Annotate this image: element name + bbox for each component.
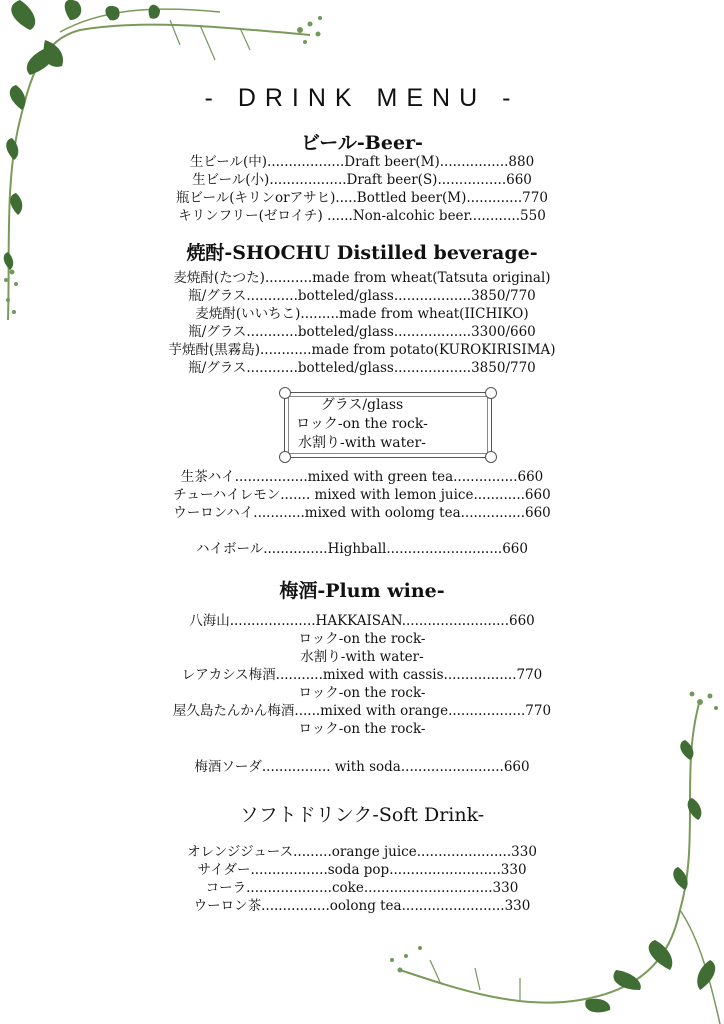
plum-heading: 梅酒-Plum wine- xyxy=(279,580,445,602)
mixed-line: 生茶ハイ.................mixed with green tea...............660 xyxy=(180,469,544,485)
plum-line: 屋久島たんかん梅酒......mixed with orange..................770 xyxy=(172,703,552,719)
glass-box-line: グラス/glass xyxy=(320,397,404,413)
beer-heading: ビール-Beer- xyxy=(301,132,423,154)
shochu-heading: 焼酎-SHOCHU Distilled beverage- xyxy=(186,242,538,264)
beer-line: キリンフリー(ゼロイチ) ......Non-alcohic beer............550 xyxy=(178,208,546,224)
plum-line: レアカシス梅酒...........mixed with cassis.................770 xyxy=(181,667,543,683)
beer-line: 生ビール(小)..................Draft beer(S)................660 xyxy=(192,172,532,188)
beer-line: 瓶ビール(キリンorアサヒ).....Bottled beer(M).............770 xyxy=(176,190,548,206)
plum-line: 水割り-with water- xyxy=(300,649,424,665)
plum-line: ロック-on the rock- xyxy=(298,631,426,647)
shochu-line: 瓶/グラス............botteled/glass..................3300/660 xyxy=(188,324,536,340)
shochu-line: 瓶/グラス............botteled/glass..................3850/770 xyxy=(188,288,536,304)
mixed-line: ウーロンハイ............mixed with oolomg tea...............660 xyxy=(173,505,551,521)
shochu-line: 瓶/グラス............botteled/glass..................3850/770 xyxy=(188,360,536,376)
soft-line: コーラ....................coke..............................330 xyxy=(205,880,519,896)
glass-box-line: 水割り-with water- xyxy=(298,435,426,451)
shochu-line: 麦焼酎(たつた)...........made from wheat(Tatsuta original) xyxy=(173,270,551,286)
box-corner-ornament xyxy=(485,451,497,463)
plum-line: ロック-on the rock- xyxy=(298,721,426,737)
soft-drink-heading: ソフトドリンク-Soft Drink- xyxy=(239,804,485,826)
shochu-line: 麦焼酎(いいちこ).........made from wheat(IICHIKO) xyxy=(195,306,529,322)
mixed-line: ハイボール...............Highball...........................660 xyxy=(196,541,528,557)
beer-line: 生ビール(中)..................Draft beer(M)................880 xyxy=(189,154,535,170)
plum-line: ロック-on the rock- xyxy=(298,685,426,701)
box-corner-ornament xyxy=(279,451,291,463)
soft-line: サイダー..................soda pop..........................330 xyxy=(197,862,527,878)
soft-line: ウーロン茶................oolong tea........................330 xyxy=(193,898,531,914)
plum-line: 梅酒ソーダ................ with soda........................660 xyxy=(194,759,530,775)
shochu-line: 芋焼酎(黒霧島)............made from potato(KUROKIRISIMA) xyxy=(168,342,556,358)
mixed-line: チューハイレモン....... mixed with lemon juice............660 xyxy=(173,487,551,503)
glass-box-line: ロック-on the rock- xyxy=(296,416,428,432)
menu-title: - DRINK MENU - xyxy=(204,84,520,112)
soft-line: オレンジジュース.........orange juice......................330 xyxy=(187,844,537,860)
plum-line: 八海山....................HAKKAISAN.........................660 xyxy=(189,613,535,629)
